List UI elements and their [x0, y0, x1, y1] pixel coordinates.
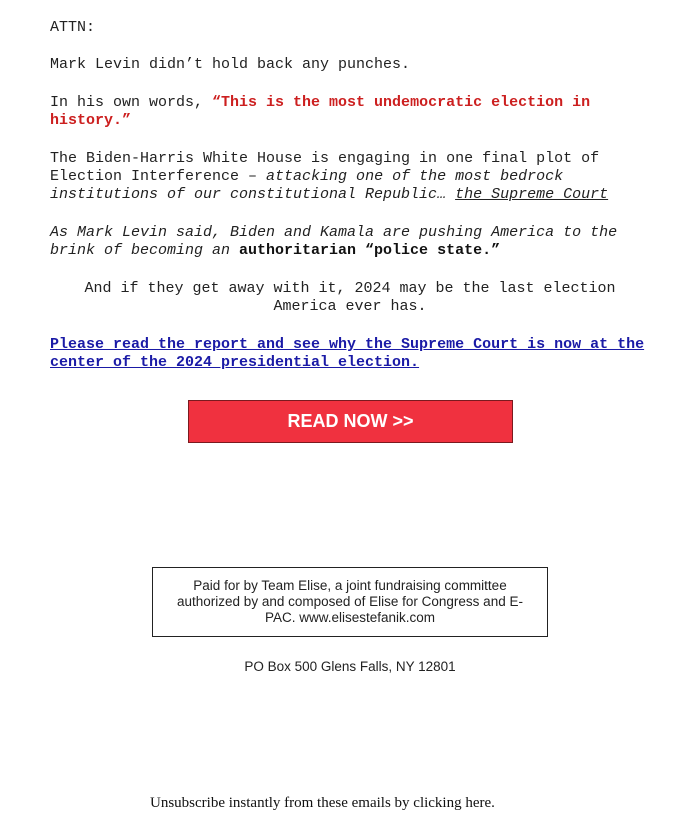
- police-state-text: authoritarian “police state.”: [239, 242, 501, 259]
- report-link[interactable]: Please read the report and see why the Supreme Court is now at the center of the 2024 presidential election.: [50, 336, 645, 371]
- read-now-button[interactable]: READ NOW >>: [188, 400, 513, 443]
- quote-lead: In his own words,: [50, 94, 213, 111]
- levin-paragraph: [50, 224, 650, 260]
- supreme-court-text: the Supreme Court: [455, 186, 609, 203]
- quote-paragraph: [50, 94, 650, 130]
- plot-text: The Biden-Harris White House is engaging in one final plot of Election Interference –: [50, 150, 600, 185]
- levin-quote: “This is the most undemocratic election in history.”: [50, 94, 591, 129]
- report-link-paragraph: [50, 336, 650, 372]
- intro-paragraph: Mark Levin didn’t hold back any punches.: [50, 56, 411, 73]
- plot-italic: attacking one of the most bedrock institutions of our constitutional Republic…: [50, 168, 564, 203]
- attn-line: ATTN:: [50, 19, 96, 36]
- levin-italic: As Mark Levin said, Biden and Kamala are pushing America to the brink of becoming an: [50, 224, 618, 259]
- disclaimer-text: Paid for by Team Elise, a joint fundraising committee authorized by and composed of Elise for Congress and E-PAC. www.elisestefanik.com: [177, 578, 523, 625]
- plot-paragraph: [50, 150, 655, 204]
- mailing-address: PO Box 500 Glens Falls, NY 12801: [244, 659, 456, 674]
- unsubscribe-link[interactable]: Unsubscribe instantly from these emails by clicking here.: [150, 795, 495, 811]
- paid-for-disclaimer: [152, 567, 548, 637]
- last-election-paragraph: And if they get away with it, 2024 may be the last election America ever has.: [84, 280, 616, 315]
